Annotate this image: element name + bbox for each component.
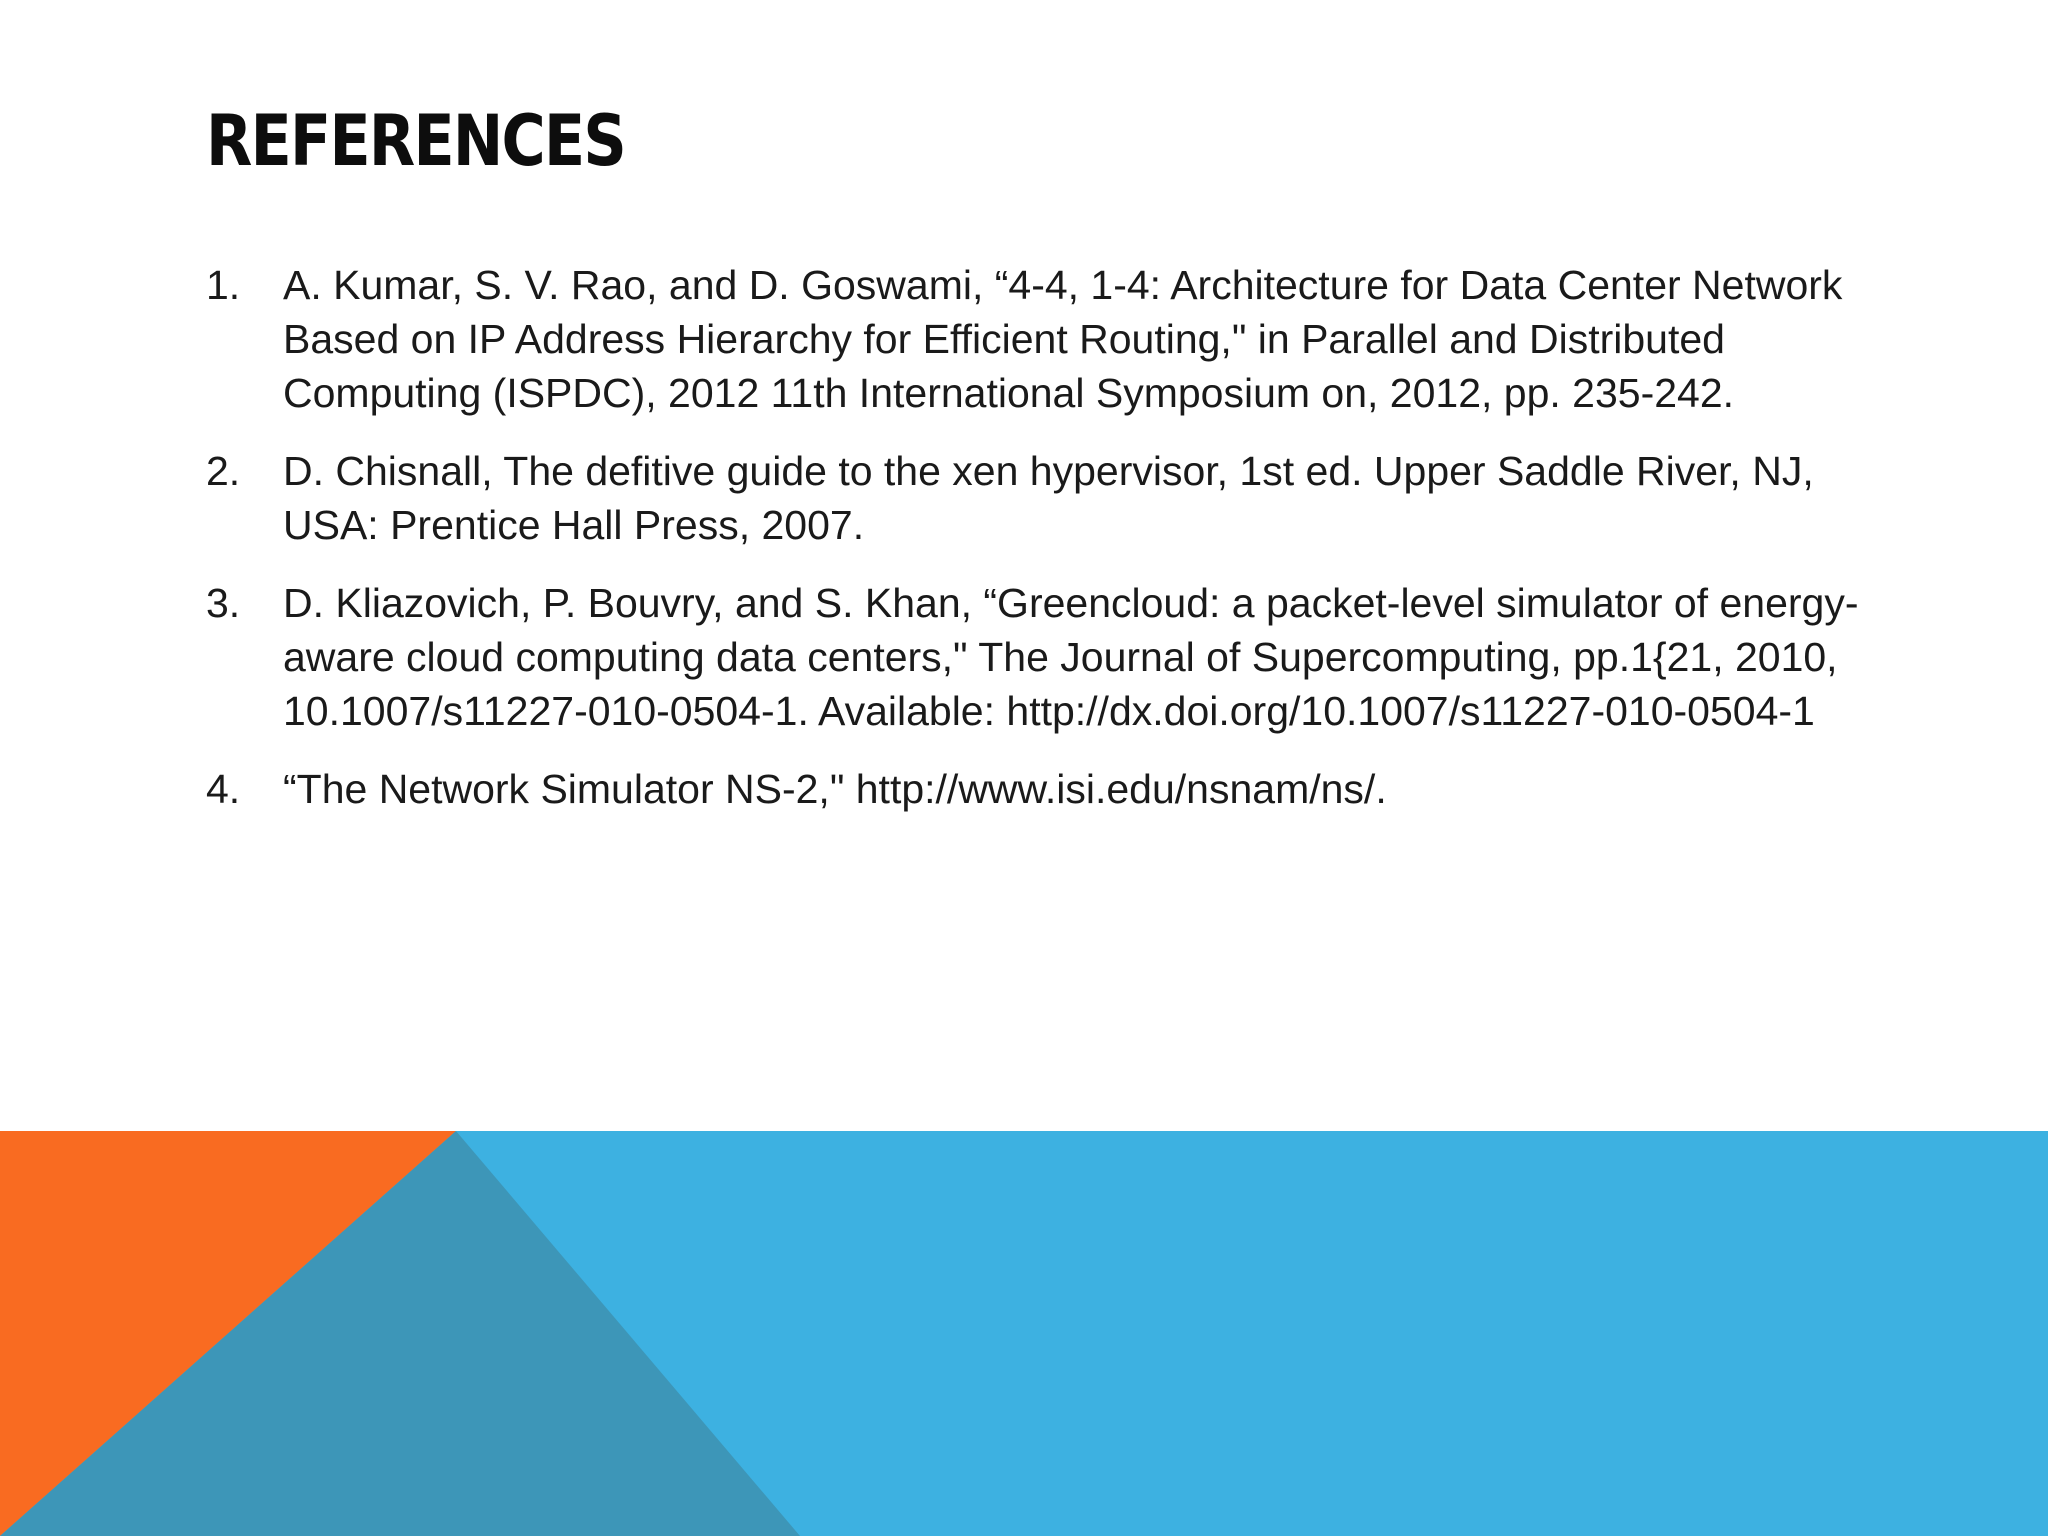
reference-text: D. Chisnall, The defitive guide to the xen hypervisor, 1st ed. Upper Saddle River, NJ, USA: Prentice Hall Press, 2007.	[283, 448, 1814, 548]
reference-item-3	[206, 576, 1866, 738]
reference-item-4	[206, 762, 1866, 816]
reference-item-2	[206, 444, 1866, 552]
reference-list	[206, 258, 1866, 840]
slide-title: REFERENCES	[206, 100, 626, 182]
reference-item-1	[206, 258, 1866, 420]
reference-number: 2.	[206, 448, 241, 494]
decorative-band	[0, 1131, 2048, 1536]
reference-text: A. Kumar, S. V. Rao, and D. Goswami, “4-4, 1-4: Architecture for Data Center Network Based on IP Address Hierarchy for Efficient Routing," in Parallel and Distributed Computing (ISPDC), 2012 11th International Symposium on, 2012, pp. 235-242.	[283, 262, 1843, 416]
reference-number: 3.	[206, 580, 241, 626]
reference-number: 1.	[206, 262, 241, 308]
reference-text: D. Kliazovich, P. Bouvry, and S. Khan, “Greencloud: a packet-level simulator of energy-aware cloud computing data centers," The Journal of Supercomputing, pp.1{21, 2010, 10.1007/s11227-010-0504-1. Available: http://dx.doi.org/10.1007/s11227-010-0504-1	[283, 580, 1859, 734]
reference-number: 4.	[206, 766, 241, 812]
reference-text: “The Network Simulator NS-2," http://www.isi.edu/nsnam/ns/.	[283, 766, 1387, 812]
